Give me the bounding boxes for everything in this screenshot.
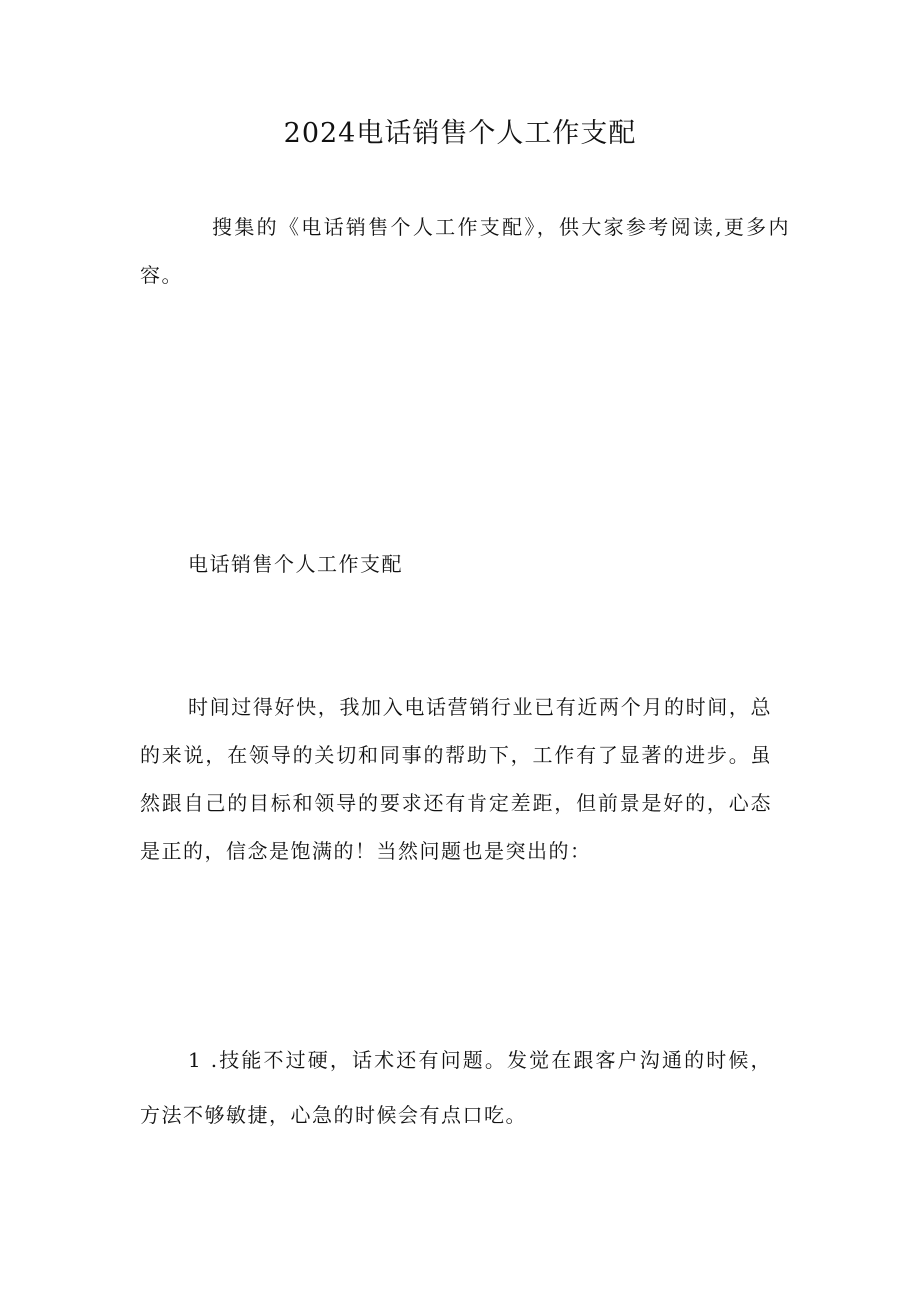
list-item-paragraph: 1 .技能不过硬，话术还有问题。发觉在跟客户沟通的时候，方法不够敏捷，心急的时候会有点口吃。 [140,1048,772,1127]
body-paragraph: 时间过得好快，我加入电话营销行业已有近两个月的时间，总的来说，在领导的关切和同事的帮助下，工作有了显著的进步。虽然跟自己的目标和领导的要求还有肯定差距，但前景是好的，心态是正的，信念是饱满的！当然问题也是突出的： [140,695,772,863]
section-subtitle: 电话销售个人工作支配 [188,552,403,576]
intro-paragraph: 搜集的《电话销售个人工作支配》，供大家参考阅读,更多内容。 [140,215,790,287]
document-title: 2024电话销售个人工作支配 [283,118,637,149]
